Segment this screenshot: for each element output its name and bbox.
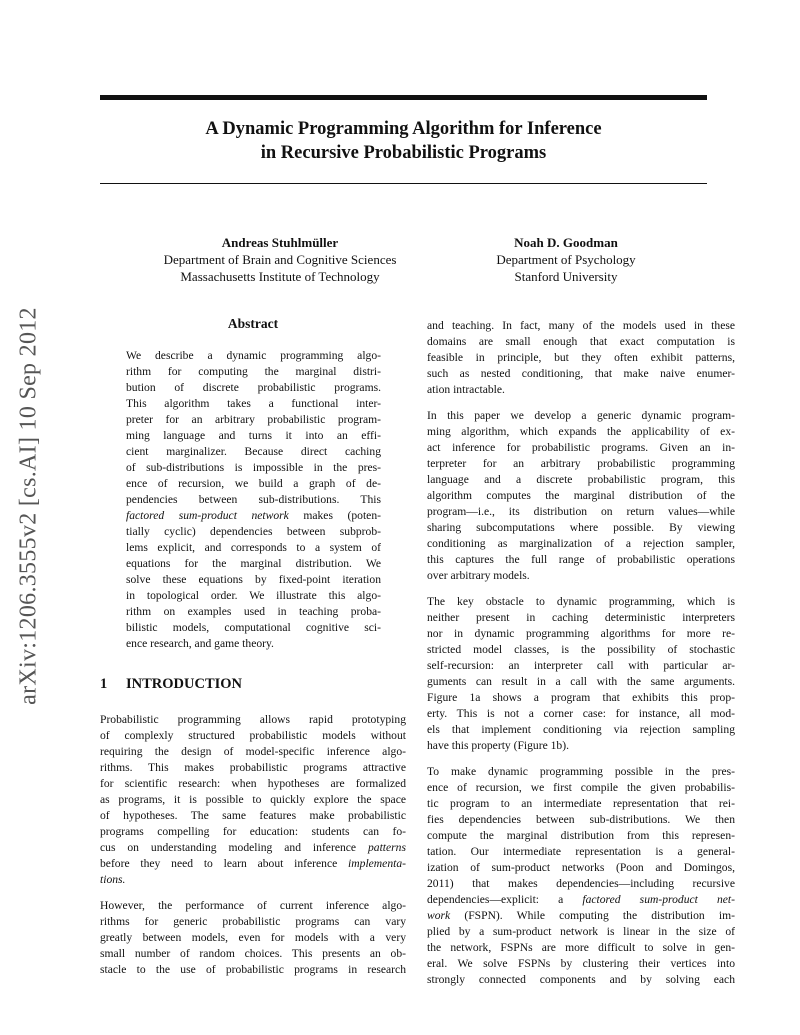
paragraph-line: els that implement conditioning via rejection sampling [427, 723, 735, 736]
paragraph-line: act inference for probabilistic programs. Given an in- [427, 441, 735, 454]
paragraph-line: the network, FSPNs are more difficult to solve in gen- [427, 941, 735, 954]
arxiv-side-stamp [4, 296, 54, 716]
paragraph-line: terpreter for an arbitrary probabilistic programming [427, 457, 735, 470]
paragraph-line: as programs, it is possible to quickly explore the space [100, 793, 406, 806]
paragraph-line: tation. Our intermediate representation is a general- [427, 845, 735, 858]
abstract-line: ence research, and game theory. [126, 637, 274, 650]
paragraph-line: cus on understanding modeling and inference patterns [100, 841, 406, 854]
author-name: Noah D. Goodman [514, 235, 618, 250]
abstract-line: factored sum-product network makes (poten- [126, 509, 381, 522]
paragraph-line: over arbitrary models. [427, 569, 530, 582]
paragraph-line: However, the performance of current inference algo- [100, 899, 406, 912]
paragraph-line: guments can result in a call with the same arguments. [427, 675, 735, 688]
abstract-line: bution of discrete probabilistic programs. [126, 381, 381, 394]
paragraph-line: ence of recursion, we first compile the given probabilis- [427, 781, 735, 794]
paragraph-line: for scientific research: when hypotheses are formalized [100, 777, 406, 790]
paragraph-line: greatly between models, even for models with a very [100, 931, 406, 944]
author-block-1 [140, 234, 420, 285]
paragraph-line: domains are small enough that exact computation is [427, 335, 735, 348]
author-name: Andreas Stuhlmüller [221, 235, 339, 250]
paper-title [100, 117, 707, 165]
abstract-line: cient marginalizer. Because direct caching [126, 445, 381, 458]
paragraph-line: ming algorithm, which expands the applicability of ex- [427, 425, 735, 438]
paragraph-line: To make dynamic programming possible in the pres- [427, 765, 735, 778]
paragraph-line: before they need to learn about inference implementa- [100, 857, 406, 870]
abstract-line: tially cyclic) dependencies between subprob- [126, 525, 381, 538]
paragraph-line: nor in dynamic programming algorithms for more re- [427, 627, 735, 640]
abstract-line: ence of recursion, we build a graph of de- [126, 477, 381, 490]
paragraph-line: rithms for generic probabilistic programs can vary [100, 915, 406, 928]
paragraph-line: and teaching. In fact, many of the models used in these [427, 319, 735, 332]
title-line-1: A Dynamic Programming Algorithm for Inference [205, 119, 602, 139]
section-heading-introduction [100, 676, 242, 693]
abstract-line: pendencies between sub-distributions. This [126, 493, 381, 506]
paragraph-line: ization of sum-product networks (Poon and Domingos, [427, 861, 735, 874]
paragraph-line: In this paper we develop a generic dynamic program- [427, 409, 735, 422]
paragraph-line: algorithm computes the marginal distribution of the [427, 489, 735, 502]
paragraph-line: compute the marginal distribution from this represen- [427, 829, 735, 842]
paragraph-line: of hypotheses. The same features make probabilistic [100, 809, 406, 822]
paragraph-line: plied by a sum-product network is linear in the size of [427, 925, 735, 938]
abstract-line: bilistic models, computational cognitive sci- [126, 621, 381, 634]
section-title: INTRODUCTION [126, 676, 243, 692]
paragraph-line: ation intractable. [427, 383, 505, 396]
abstract-line: This algorithm takes a functional inter- [126, 397, 381, 410]
abstract-line: in topological order. We illustrate this algo- [126, 589, 381, 602]
title-line-2: in Recursive Probabilistic Programs [260, 143, 547, 163]
paragraph-line: eral. We solve FSPNs by clustering their vertices into [427, 957, 735, 970]
paragraph-line: program—i.e., its distribution on return values—while [427, 505, 735, 518]
paragraph-line: this captures the full range of probabilistic operations [427, 553, 735, 566]
paragraph-line: Probabilistic programming allows rapid prototyping [100, 713, 406, 726]
right-column [427, 318, 735, 988]
title-top-rule [100, 95, 707, 100]
abstract-heading: Abstract [227, 316, 279, 331]
abstract-line: ming language and turns it into an effi- [126, 429, 381, 442]
paragraph-line: of complexly structured probabilistic models without [100, 729, 406, 742]
paragraph-line: conditioning as marginalization of a rejection sampler, [427, 537, 735, 550]
abstract-line: preter for an arbitrary probabilistic program- [126, 413, 381, 426]
introduction-left-column [100, 712, 406, 978]
paragraph-line: stacle to the use of probabilistic programs in research [100, 963, 406, 976]
paragraph-line: language and a discrete probabilistic program, this [427, 473, 735, 486]
title-bottom-rule [100, 183, 707, 184]
paragraph-line: tic program to an intermediate representation that rei- [427, 797, 735, 810]
abstract-line: solve these equations by fixed-point iteration [126, 573, 381, 586]
author-affiliation: Stanford University [514, 269, 618, 284]
paragraph-line: sharing subcomputations where possible. By viewing [427, 521, 735, 534]
abstract-line: equations for the marginal distribution. We [126, 557, 381, 570]
abstract-line: We describe a dynamic programming algo- [126, 349, 381, 362]
abstract-body [126, 348, 381, 652]
paragraph-line: such as nested conditioning, that make naive enumer- [427, 367, 735, 380]
paragraph-line: stricted model classes, is the possibility of stochastic [427, 643, 735, 656]
paragraph-line: erty. This is not a corner case: for instance, all mod- [427, 707, 735, 720]
paragraph-line: programs compelling for education: students can fo- [100, 825, 406, 838]
author-affiliation: Massachusetts Institute of Technology [180, 269, 380, 284]
paragraph-line: strongly connected components and by solving each [427, 973, 735, 986]
paragraph-line: requiring the design of model-specific inference algo- [100, 745, 406, 758]
paragraph-line: The key obstacle to dynamic programming, which is [427, 595, 735, 608]
paragraph-line: have this property (Figure 1b). [427, 739, 569, 752]
paragraph-line: 2011) that makes dependencies—including recursive [427, 877, 735, 890]
paragraph-line: small number of random choices. This presents an ob- [100, 947, 406, 960]
abstract-line: lems explicit, and corresponds to a system of [126, 541, 381, 554]
author-affiliation: Department of Brain and Cognitive Sciences [163, 252, 397, 267]
abstract-line: rithm for computing the marginal distri- [126, 365, 381, 378]
paragraph-line: feasible in principle, but they often exhibit patterns, [427, 351, 735, 364]
paragraph-line: self-recursion: an interpreter call with particular ar- [427, 659, 735, 672]
author-affiliation: Department of Psychology [496, 252, 636, 267]
paragraph-line: fies dependencies between sub-distributions. We then [427, 813, 735, 826]
paragraph-line: work (FSPN). While computing the distribution im- [427, 909, 735, 922]
paragraph-line: neither present in caching deterministic interpreters [427, 611, 735, 624]
section-number: 1 [100, 676, 108, 692]
arxiv-identifier: arXiv:1206.3555v2 [cs.AI] 10 Sep 2012 [15, 307, 42, 705]
author-block-2 [430, 234, 702, 285]
paragraph-line: rithms. This makes probabilistic programs attractive [100, 761, 406, 774]
paragraph-line: tions. [100, 873, 126, 886]
abstract-line: of sub-distributions is impossible in the pres- [126, 461, 381, 474]
paragraph-line: dependencies—explicit: a factored sum-product net- [427, 893, 735, 906]
paragraph-line: Figure 1a shows a program that exhibits this prop- [427, 691, 735, 704]
abstract-line: rithm on examples used in teaching proba- [126, 605, 381, 618]
